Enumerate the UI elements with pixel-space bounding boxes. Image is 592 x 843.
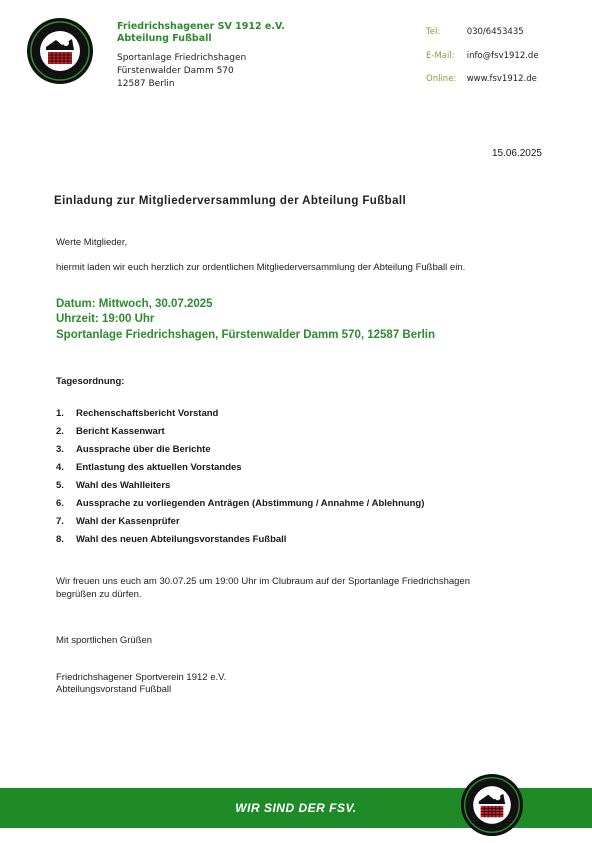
salutation: Werte Mitglieder, bbox=[56, 237, 128, 248]
address-line: 12587 Berlin bbox=[117, 78, 175, 89]
agenda-text: Wahl des neuen Abteilungsvorstandes Fußball bbox=[76, 534, 287, 545]
agenda-item bbox=[56, 462, 424, 480]
letter-title: Einladung zur Mitgliederversammlung der Abteilung Fußball bbox=[54, 195, 407, 207]
agenda-text: Aussprache über die Berichte bbox=[76, 444, 211, 455]
contact-label: E-Mail: bbox=[426, 51, 455, 61]
club-name-block bbox=[117, 21, 285, 45]
agenda-item bbox=[56, 516, 424, 534]
agenda-number: 3. bbox=[56, 444, 64, 455]
agenda-item bbox=[56, 408, 424, 426]
agenda-number: 8. bbox=[56, 534, 64, 545]
contact-email bbox=[426, 51, 539, 61]
agenda-number: 2. bbox=[56, 426, 64, 437]
footer-logo bbox=[460, 773, 524, 837]
signature-department: Abteilungsvorstand Fußball bbox=[56, 684, 172, 695]
agenda-number: 6. bbox=[56, 498, 64, 509]
agenda-item bbox=[56, 426, 424, 444]
club-logo bbox=[26, 17, 94, 85]
agenda-item bbox=[56, 534, 424, 552]
contact-value[interactable]: www.fsv1912.de bbox=[466, 74, 537, 84]
contact-phone bbox=[426, 27, 524, 37]
agenda-item bbox=[56, 498, 424, 516]
meeting-location: Sportanlage Friedrichshagen, Fürstenwalder Damm 570, 12587 Berlin bbox=[56, 329, 435, 341]
agenda-number: 7. bbox=[56, 516, 64, 527]
address-line: Fürstenwalder Damm 570 bbox=[117, 65, 234, 76]
agenda-text: Wahl der Kassenprüfer bbox=[76, 516, 180, 527]
letter-date: 15.06.2025 bbox=[491, 148, 542, 159]
agenda-text: Entlastung des aktuellen Vorstandes bbox=[76, 462, 242, 473]
intro-text: hiermit laden wir euch herzlich zur ordentlichen Mitgliederversammlung der Abteilung Fußball ein. bbox=[56, 262, 466, 273]
contact-website bbox=[426, 74, 537, 84]
department-name: Abteilung Fußball bbox=[117, 33, 212, 44]
agenda-list bbox=[56, 408, 424, 552]
agenda-item bbox=[56, 480, 424, 498]
closing-line: Wir freuen uns euch am 30.07.25 um 19:00 Uhr im Clubraum auf der Sportanlage Friedrichshagen bbox=[56, 576, 470, 587]
agenda-number: 4. bbox=[56, 462, 64, 473]
signature-org: Friedrichshagener Sportverein 1912 e.V. bbox=[56, 672, 227, 683]
agenda-number: 1. bbox=[56, 408, 64, 419]
agenda-text: Rechenschaftsbericht Vorstand bbox=[76, 408, 219, 419]
agenda-title: Tagesordnung: bbox=[56, 376, 125, 387]
address-line: Sportanlage Friedrichshagen bbox=[117, 53, 247, 63]
footer-slogan: WIR SIND DER FSV. bbox=[235, 801, 357, 815]
contact-label: Tel: bbox=[426, 27, 441, 37]
club-address bbox=[117, 52, 246, 90]
greeting: Mit sportlichen Grüßen bbox=[56, 635, 153, 646]
meeting-time: Uhrzeit: 19:00 Uhr bbox=[56, 313, 155, 325]
contact-value[interactable]: info@fsv1912.de bbox=[466, 51, 539, 61]
agenda-text: Bericht Kassenwart bbox=[76, 426, 165, 437]
agenda-item bbox=[56, 444, 424, 462]
agenda-text: Wahl des Wahlleiters bbox=[76, 480, 171, 491]
meeting-date: Datum: Mittwoch, 30.07.2025 bbox=[56, 298, 213, 310]
club-name: Friedrichshagener SV 1912 e.V. bbox=[117, 21, 285, 32]
contact-label: Online: bbox=[426, 74, 457, 84]
agenda-number: 5. bbox=[56, 480, 64, 491]
closing-line: begrüßen zu dürfen. bbox=[56, 589, 142, 600]
contact-value: 030/6453435 bbox=[466, 27, 524, 37]
agenda-text: Aussprache zu vorliegenden Anträgen (Abstimmung / Annahme / Ablehnung) bbox=[76, 498, 425, 509]
